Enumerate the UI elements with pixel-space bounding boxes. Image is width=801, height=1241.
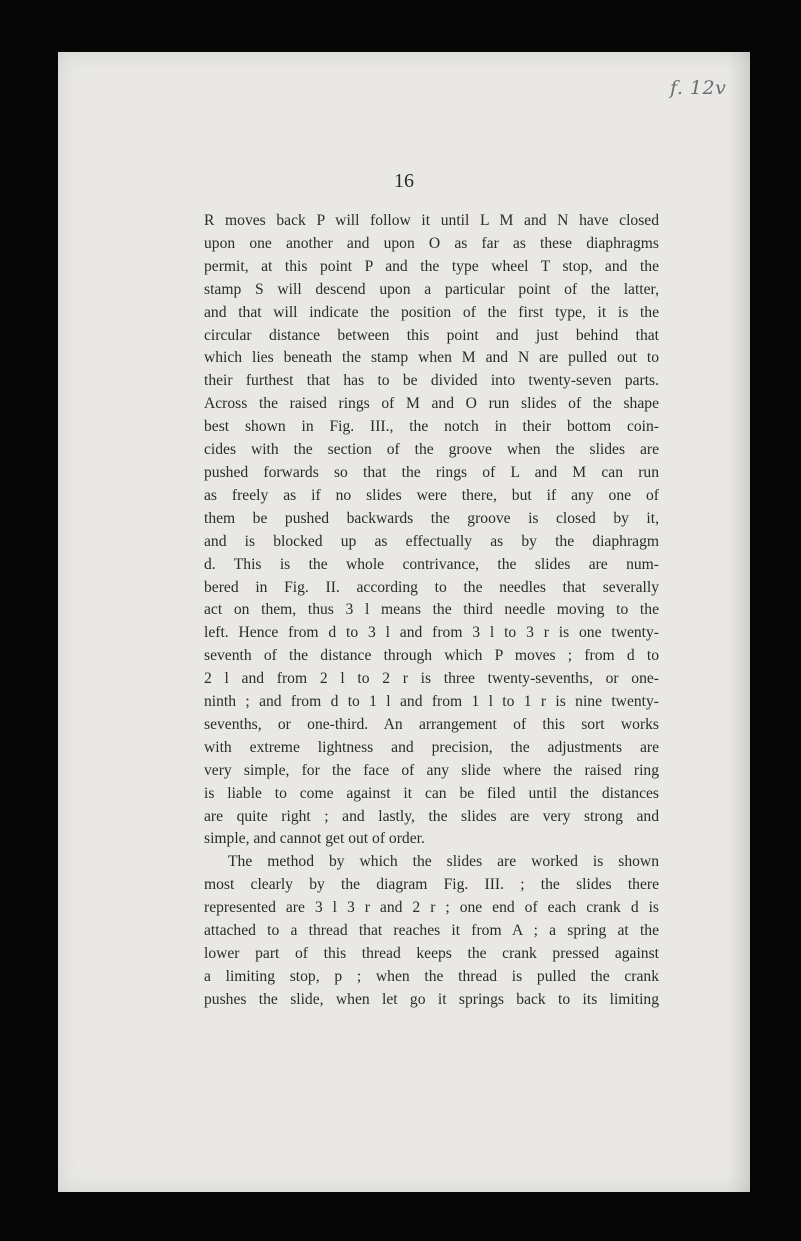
text-line: stamp S will descend upon a particular point of the latter,: [204, 280, 659, 298]
text-line: ninth ; and from d to 1 l and from 1 l to 1 r is nine twenty-: [204, 693, 659, 711]
text-line: their furthest that has to be divided into twenty-seven parts.: [204, 372, 659, 390]
text-line: best shown in Fig. III., the notch in their bottom coin-: [204, 418, 659, 436]
text-line: a limiting stop, p ; when the thread is pulled the crank: [204, 967, 659, 985]
text-line: R moves back P will follow it until L M and N have closed: [204, 212, 659, 229]
text-line: 2 l and from 2 l to 2 r is three twenty-sevenths, or one-: [204, 670, 659, 688]
text-line: d. This is the whole contrivance, the slides are num-: [204, 555, 659, 573]
text-line: bered in Fig. II. according to the needles that severally: [204, 578, 659, 596]
text-line: very simple, for the face of any slide where the raised ring: [204, 761, 659, 779]
text-line: upon one another and upon O as far as these diaphragms: [204, 234, 659, 252]
paragraph-2: [204, 851, 659, 1011]
text-line: them be pushed backwards the groove is closed by it,: [204, 509, 659, 527]
text-line: cides with the section of the groove when the slides are: [204, 441, 659, 459]
text-line: sevenths, or one-third. An arrangement of this sort works: [204, 715, 659, 733]
text-line: with extreme lightness and precision, the adjustments are: [204, 738, 659, 756]
text-line: and that will indicate the position of the first type, it is the: [204, 303, 659, 321]
text-line: act on them, thus 3 l means the third needle moving to the: [204, 601, 659, 619]
text-line: attached to a thread that reaches it from A ; a spring at the: [204, 922, 659, 940]
text-line: most clearly by the diagram Fig. III. ; the slides there: [204, 876, 659, 894]
text-line: which lies beneath the stamp when M and N are pulled out to: [204, 349, 659, 367]
text-line: Across the raised rings of M and O run slides of the shape: [204, 395, 659, 413]
body-text: [204, 210, 659, 1012]
text-line: The method by which the slides are worked is shown: [228, 853, 659, 871]
folio-mark: f. 12v: [670, 77, 727, 99]
text-line: seventh of the distance through which P moves ; from d to: [204, 647, 659, 665]
text-line: permit, at this point P and the type wheel T stop, and the: [204, 257, 659, 275]
text-line: is liable to come against it can be filed until the distances: [204, 784, 659, 802]
text-line: are quite right ; and lastly, the slides are very strong and: [204, 807, 659, 825]
text-line: pushes the slide, when let go it springs back to its limiting: [204, 990, 659, 1008]
paragraph-1: [204, 210, 659, 851]
text-line: represented are 3 l 3 r and 2 r ; one end of each crank d is: [204, 899, 659, 917]
book-page: [58, 52, 750, 1192]
page-number: 16: [394, 170, 414, 192]
text-line: circular distance between this point and just behind that: [204, 326, 659, 344]
text-line: pushed forwards so that the rings of L and M can run: [204, 463, 659, 481]
text-line: left. Hence from d to 3 l and from 3 l to 3 r is one twenty-: [204, 624, 659, 642]
text-line: and is blocked up as effectually as by the diaphragm: [204, 532, 659, 550]
text-line: simple, and cannot get out of order.: [204, 830, 425, 848]
text-line: lower part of this thread keeps the crank pressed against: [204, 945, 659, 962]
text-line: as freely as if no slides were there, but if any one of: [204, 486, 659, 504]
page-edge-shadow: [726, 52, 750, 1192]
